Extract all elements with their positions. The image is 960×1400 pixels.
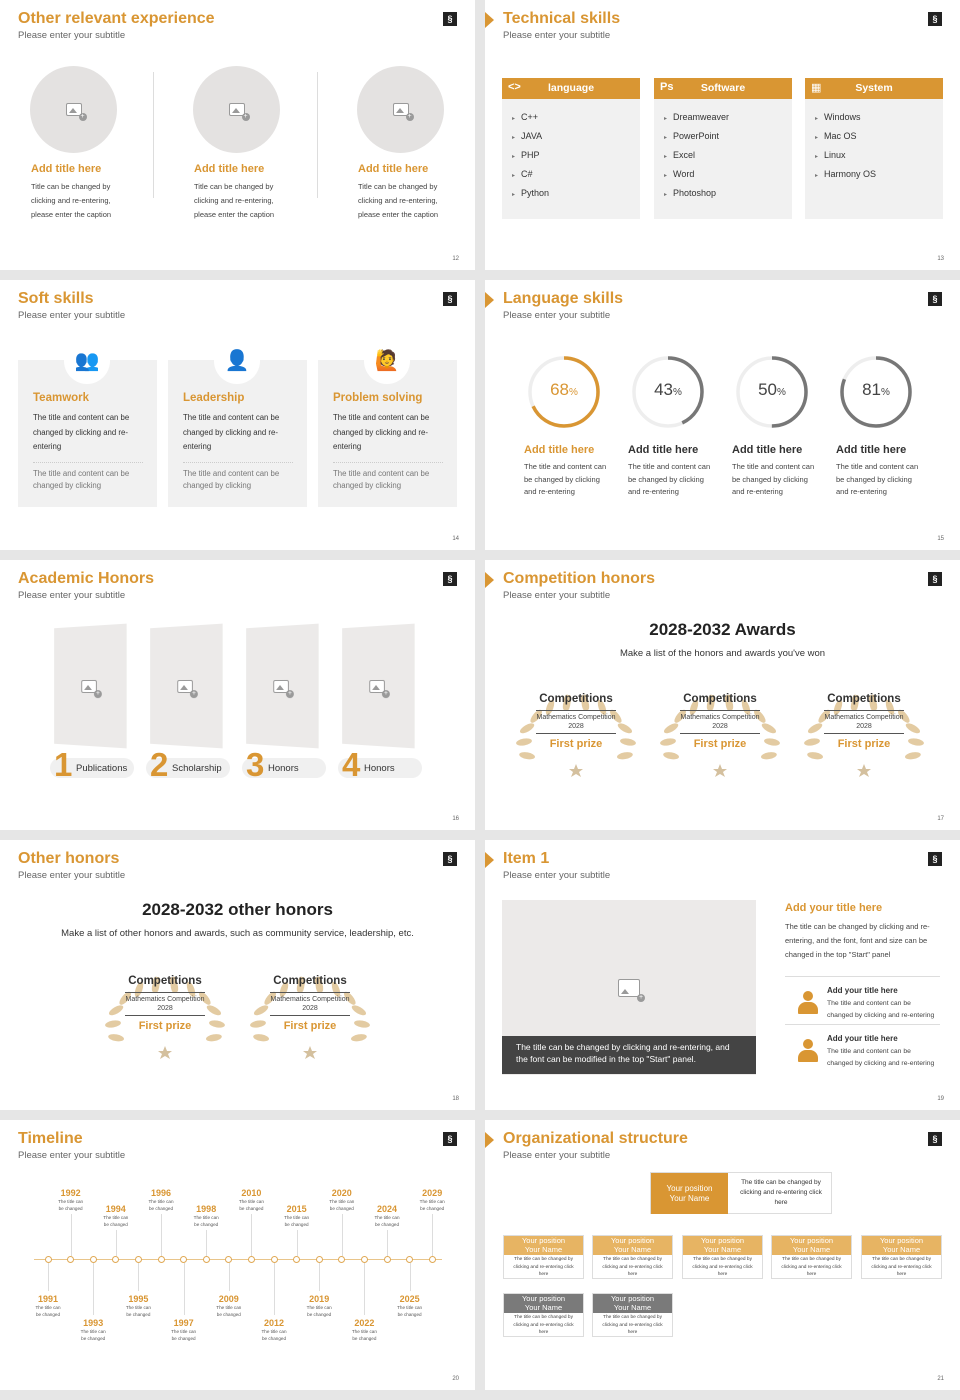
org-node-header: Your position Your Name xyxy=(772,1236,851,1255)
timeline-stem xyxy=(229,1263,230,1291)
skill-column xyxy=(654,78,792,219)
award-category: Competitions xyxy=(827,693,901,705)
org-node-desc: The title can be changed by clicking and re-entering click here xyxy=(692,1257,753,1277)
ring-title: Add title here xyxy=(732,444,803,456)
timeline-text: The title can be changed xyxy=(329,1199,355,1211)
slide-subtitle: Please enter your subtitle xyxy=(18,590,126,601)
timeline-text: The title can be changed xyxy=(35,1305,61,1317)
award-category: Competitions xyxy=(683,693,757,705)
divider xyxy=(824,710,904,711)
card-text-secondary: The title and content can be changed by clicking xyxy=(183,469,280,490)
picture-icon xyxy=(618,979,640,997)
timeline-text: The title can be changed xyxy=(306,1305,332,1317)
award-laurel xyxy=(511,686,641,781)
award-name: Mathematics Competition 2028 xyxy=(270,996,350,1012)
honors-heading: 2028-2032 other honors xyxy=(142,900,333,919)
slide-subtitle: Please enter your subtitle xyxy=(503,590,611,601)
slide-subtitle: Please enter your subtitle xyxy=(503,30,611,41)
award-laurel xyxy=(100,968,230,1063)
timeline-stem xyxy=(297,1230,298,1256)
picture-icon xyxy=(369,679,385,692)
timeline-year: 2024 xyxy=(376,1204,398,1214)
skill-item: ▸ Word xyxy=(664,169,695,179)
org-node-desc: The title can be changed by clicking and re-entering click here xyxy=(781,1257,842,1277)
ring-value: 81 xyxy=(862,380,881,399)
picture-icon xyxy=(229,103,245,116)
skill-header: <> language xyxy=(502,78,640,99)
timeline-dot xyxy=(361,1256,368,1263)
honor-number: 3 xyxy=(246,746,265,783)
awards-caption: Make a list of the honors and awards you've won xyxy=(619,648,826,659)
arrow-icon xyxy=(485,852,494,868)
language-ring xyxy=(732,352,812,432)
slide-title: Other relevant experience xyxy=(18,10,215,27)
award-prize: First prize xyxy=(138,1020,192,1032)
honor-label: Scholarship xyxy=(172,763,222,774)
award-name: Mathematics Competition 2028 xyxy=(824,714,904,730)
page-number: 19 xyxy=(937,1096,944,1102)
timeline-dot xyxy=(203,1256,210,1263)
skill-column xyxy=(805,78,943,219)
timeline-text: The title can be changed xyxy=(216,1305,242,1317)
slide-subtitle: Please enter your subtitle xyxy=(18,870,126,881)
card-title: Leadership xyxy=(183,392,245,404)
ring-text: The title and content can be changed by clicking and re-entering xyxy=(524,462,607,496)
timeline-year: 2009 xyxy=(218,1294,239,1304)
slide-title: Soft skills xyxy=(18,290,94,307)
logo-icon: § xyxy=(928,852,942,866)
timeline-text: The title can be changed xyxy=(351,1329,377,1341)
page-number: 15 xyxy=(937,536,944,542)
slide-16 xyxy=(0,560,475,830)
timeline-text: The title can be changed xyxy=(397,1305,423,1317)
card-text-secondary: The title and content can be changed by clicking xyxy=(333,469,430,490)
timeline-dot xyxy=(429,1256,436,1263)
card-text: The title and content can be changed by clicking and re- entering xyxy=(33,413,130,451)
ps-icon: Ps xyxy=(660,81,674,93)
team-icon: 👥 xyxy=(64,338,110,384)
slide-20 xyxy=(0,1120,475,1390)
slide-title: Language skills xyxy=(503,290,624,307)
slide-title: Organizational structure xyxy=(503,1130,688,1147)
org-node[interactable] xyxy=(503,1293,584,1337)
timeline-stem xyxy=(432,1214,433,1256)
skill-item: ▸ Harmony OS xyxy=(815,169,877,179)
slide-subtitle: Please enter your subtitle xyxy=(18,310,126,321)
honor-number: 2 xyxy=(150,746,169,783)
timeline-text: The title can be changed xyxy=(80,1329,106,1341)
org-node[interactable] xyxy=(682,1235,763,1279)
honor-image-placeholder[interactable] xyxy=(54,624,126,749)
divider xyxy=(536,733,616,734)
timeline-stem xyxy=(161,1214,162,1256)
slide-18 xyxy=(0,840,475,1110)
item-text: Title can be changed by clicking and re-entering, please enter the caption xyxy=(358,182,439,219)
ring-percent: % xyxy=(673,387,682,398)
skill-card xyxy=(168,350,307,507)
person-icon xyxy=(797,991,819,1015)
timeline-dot xyxy=(158,1256,165,1263)
slide-19 xyxy=(485,840,960,1110)
arrow-icon xyxy=(485,1132,494,1148)
timeline-stem xyxy=(319,1263,320,1291)
timeline-dot xyxy=(293,1256,300,1263)
slide-title: Academic Honors xyxy=(18,570,155,587)
award-laurel xyxy=(799,686,929,781)
honor-label: Honors xyxy=(364,763,395,774)
timeline-text: The title can be changed xyxy=(419,1199,445,1211)
skill-item: ▸ Mac OS xyxy=(815,131,857,141)
timeline-stem xyxy=(387,1230,388,1256)
org-node[interactable] xyxy=(771,1235,852,1279)
divider xyxy=(785,976,940,977)
org-node-desc: The title can be changed by clicking and re-entering click here xyxy=(602,1257,663,1277)
picture-icon xyxy=(81,679,97,692)
timeline-dot xyxy=(45,1256,52,1263)
org-node-desc: The title can be changed by clicking and re-entering click here xyxy=(513,1315,574,1335)
timeline-year: 2022 xyxy=(354,1318,375,1328)
divider xyxy=(824,733,904,734)
org-node[interactable] xyxy=(861,1235,942,1279)
divider xyxy=(153,72,154,198)
slide-subtitle: Please enter your subtitle xyxy=(503,1150,611,1161)
ring-title: Add title here xyxy=(628,444,699,456)
arrow-icon xyxy=(485,572,494,588)
timeline-text: The title can be changed xyxy=(148,1199,174,1211)
timeline-dot xyxy=(271,1256,278,1263)
circle-image-placeholder[interactable] xyxy=(357,66,444,153)
award-name: Mathematics Competition 2028 xyxy=(125,996,205,1012)
divider xyxy=(33,462,143,463)
timeline-year: 1994 xyxy=(105,1204,126,1214)
org-top xyxy=(650,1172,832,1214)
card-text: The title and content can be changed by clicking and re- entering xyxy=(183,413,280,451)
ring-percent: % xyxy=(569,387,578,398)
logo-icon: § xyxy=(928,12,942,26)
timeline-dot xyxy=(180,1256,187,1263)
timeline-text: The title can be changed xyxy=(58,1199,84,1211)
ring-text: The title and content can be changed by clicking and re-entering xyxy=(836,462,919,496)
skill-card xyxy=(318,350,457,507)
award-laurel xyxy=(245,968,375,1063)
awards-heading: 2028-2032 Awards xyxy=(649,620,796,639)
logo-icon: § xyxy=(928,572,942,586)
org-node-desc: The title can be changed by clicking and re-entering click here xyxy=(513,1257,574,1277)
logo-icon: § xyxy=(443,572,457,586)
sub-title: Add your title here xyxy=(827,1034,898,1043)
timeline-stem xyxy=(251,1214,252,1256)
divider xyxy=(785,1024,940,1025)
divider xyxy=(183,462,293,463)
page-number: 18 xyxy=(452,1096,459,1102)
honor-label: Honors xyxy=(268,763,299,774)
skill-item: ▸ Excel xyxy=(664,150,696,160)
skill-header: ▦ System xyxy=(805,78,943,99)
timeline-dot xyxy=(338,1256,345,1263)
timeline-year: 2015 xyxy=(286,1204,307,1214)
award-name: Mathematics Competition 2028 xyxy=(536,714,616,730)
image-caption: The title can be changed by clicking and re-entering, and the font can be modified in the top "Start" panel. xyxy=(502,1036,756,1074)
award-prize: First prize xyxy=(837,738,891,750)
slide-14 xyxy=(0,280,475,550)
ring-value: 43 xyxy=(654,380,673,399)
org-node-desc: The title can be changed by clicking and re-entering click here xyxy=(871,1257,932,1277)
timeline-text: The title can be changed xyxy=(171,1329,197,1341)
page-number: 12 xyxy=(452,256,459,262)
timeline-stem xyxy=(274,1263,275,1315)
slide-13 xyxy=(485,0,960,270)
person-icon xyxy=(797,1039,819,1063)
picture-icon xyxy=(273,679,289,692)
slide-title: Other honors xyxy=(18,850,120,867)
logo-icon: § xyxy=(443,12,457,26)
slide-title: Item 1 xyxy=(503,850,550,867)
timeline-year: 1996 xyxy=(150,1188,172,1198)
org-node-desc: The title can be changed by clicking and re-entering click here xyxy=(602,1315,663,1335)
skill-item: ▸ C++ xyxy=(512,112,539,122)
language-ring xyxy=(628,352,708,432)
logo-icon: § xyxy=(928,292,942,306)
org-node-header: Your position Your Name xyxy=(862,1236,941,1255)
ring-title: Add title here xyxy=(836,444,907,456)
honor-image-placeholder[interactable] xyxy=(246,624,318,749)
language-ring xyxy=(836,352,916,432)
timeline-stem xyxy=(342,1214,343,1256)
ring-percent: % xyxy=(881,387,890,398)
page-number: 13 xyxy=(937,256,944,262)
picture-icon xyxy=(177,679,193,692)
timeline-dot xyxy=(67,1256,74,1263)
skill-item: ▸ Dreamweaver xyxy=(664,112,730,122)
timeline-stem xyxy=(206,1230,207,1256)
award-prize: First prize xyxy=(549,738,603,750)
page-number: 20 xyxy=(452,1376,459,1382)
timeline-stem xyxy=(93,1263,94,1315)
slide-title: Competition honors xyxy=(503,570,655,587)
sub-text: The title and content can be changed by clicking and re-entering xyxy=(827,1048,935,1067)
skill-item: ▸ Windows xyxy=(815,112,861,122)
speaker-icon: 👤 xyxy=(214,338,260,384)
slide-subtitle: Please enter your subtitle xyxy=(18,1150,126,1161)
award-prize: First prize xyxy=(693,738,747,750)
ring-text: The title and content can be changed by clicking and re-entering xyxy=(628,462,711,496)
award-name: Mathematics Competition 2028 xyxy=(680,714,760,730)
skill-item: ▸ Linux xyxy=(815,150,846,160)
org-node[interactable] xyxy=(503,1235,584,1279)
ring-value: 68 xyxy=(550,380,569,399)
item-text: Title can be changed by clicking and re-entering, please enter the caption xyxy=(194,182,275,219)
sub-text: The title and content can be changed by clicking and re-entering xyxy=(827,1000,935,1019)
timeline-dot xyxy=(90,1256,97,1263)
skill-item: ▸ C# xyxy=(512,169,533,179)
slide-title: Technical skills xyxy=(503,10,621,27)
timeline-text: The title can be changed xyxy=(374,1215,400,1227)
skill-item: ▸ PHP xyxy=(512,150,540,160)
org-node-header: Your position Your Name xyxy=(593,1236,672,1255)
timeline-year: 2010 xyxy=(241,1188,262,1198)
ring-title: Add title here xyxy=(524,444,595,456)
page-number: 14 xyxy=(452,536,459,542)
honor-label: Publications xyxy=(76,763,128,774)
page-number: 21 xyxy=(937,1376,944,1382)
honor-image-placeholder[interactable] xyxy=(342,624,414,749)
card-text: The title and content can be changed by clicking and re- entering xyxy=(333,413,430,451)
logo-icon: § xyxy=(443,852,457,866)
timeline-dot xyxy=(384,1256,391,1263)
timeline-text: The title can be changed xyxy=(284,1215,310,1227)
circle-image-placeholder[interactable] xyxy=(30,66,117,153)
slide-12 xyxy=(0,0,475,270)
skill-card xyxy=(18,350,157,507)
timeline-year: 2012 xyxy=(263,1318,285,1328)
honor-image-placeholder[interactable] xyxy=(150,624,222,749)
arrow-icon xyxy=(485,292,494,308)
org-node-header: Your position Your Name xyxy=(504,1294,583,1313)
logo-icon: § xyxy=(443,1132,457,1146)
timeline-dot xyxy=(135,1256,142,1263)
item-title: Add title here xyxy=(31,163,102,175)
divider xyxy=(333,462,443,463)
timeline-year: 1993 xyxy=(83,1318,104,1328)
timeline-text: The title can be changed xyxy=(125,1305,151,1317)
timeline-dot xyxy=(112,1256,119,1263)
divider xyxy=(536,710,616,711)
timeline-year: 2025 xyxy=(399,1294,420,1304)
timeline-year: 1998 xyxy=(196,1204,217,1214)
slide-15 xyxy=(485,280,960,550)
logo-icon: § xyxy=(443,292,457,306)
award-prize: First prize xyxy=(283,1020,337,1032)
timeline-year: 2029 xyxy=(422,1188,443,1198)
page-number: 16 xyxy=(452,816,459,822)
award-laurel xyxy=(655,686,785,781)
ring-text: The title and content can be changed by clicking and re-entering xyxy=(732,462,815,496)
skill-item: ▸ Python xyxy=(512,188,550,198)
card-text-secondary: The title and content can be changed by clicking xyxy=(33,469,130,490)
honor-number: 4 xyxy=(342,746,361,783)
timeline-text: The title can be changed xyxy=(238,1199,264,1211)
skill-item: ▸ JAVA xyxy=(512,131,543,141)
timeline-year: 2020 xyxy=(331,1188,352,1198)
timeline-stem xyxy=(410,1263,411,1291)
divider xyxy=(270,1015,350,1016)
award-category: Competitions xyxy=(273,975,347,987)
divider xyxy=(125,1015,205,1016)
timeline-dot xyxy=(406,1256,413,1263)
skill-header: Ps Software xyxy=(654,78,792,99)
skill-item: ▸ PowerPoint xyxy=(664,131,720,141)
timeline-dot xyxy=(225,1256,232,1263)
slide-subtitle: Please enter your subtitle xyxy=(503,310,611,321)
org-top-position-box[interactable]: Your position Your Name xyxy=(651,1173,728,1214)
timeline-text: The title can be changed xyxy=(193,1215,219,1227)
timeline-stem xyxy=(48,1263,49,1291)
logo-icon: § xyxy=(928,1132,942,1146)
org-node[interactable] xyxy=(592,1235,673,1279)
item-title: Add title here xyxy=(194,163,265,175)
timeline-stem xyxy=(184,1263,185,1315)
skill-column xyxy=(502,78,640,219)
timeline-dot xyxy=(316,1256,323,1263)
item-text: Title can be changed by clicking and re-entering, please enter the caption xyxy=(31,182,112,219)
code-icon: <> xyxy=(508,81,521,93)
timeline-year: 2019 xyxy=(309,1294,330,1304)
timeline-text: The title can be changed xyxy=(103,1215,129,1227)
timeline-stem xyxy=(116,1230,117,1256)
honor-number: 1 xyxy=(54,746,73,783)
divider xyxy=(125,992,205,993)
timeline-year: 1992 xyxy=(60,1188,81,1198)
card-title: Problem solving xyxy=(333,392,423,404)
org-node-header: Your position Your Name xyxy=(683,1236,762,1255)
picture-icon xyxy=(66,103,82,116)
slide-title: Timeline xyxy=(18,1130,83,1147)
org-node[interactable] xyxy=(592,1293,673,1337)
org-top-desc: The title can be changed by clicking and re-entering click here xyxy=(740,1179,822,1206)
timeline-year: 1995 xyxy=(128,1294,149,1304)
main-text: The title can be changed by clicking and re- entering, and the font, font and size can be changed in the top "Start" panel xyxy=(785,922,930,959)
org-node-header: Your position Your Name xyxy=(504,1236,583,1255)
divider xyxy=(680,733,760,734)
timeline-dot xyxy=(248,1256,255,1263)
timeline-stem xyxy=(71,1214,72,1256)
timeline-year: 1991 xyxy=(37,1294,59,1304)
card-title: Teamwork xyxy=(33,392,90,404)
slide-subtitle: Please enter your subtitle xyxy=(18,30,126,41)
circle-image-placeholder[interactable] xyxy=(193,66,280,153)
award-category: Competitions xyxy=(539,693,613,705)
org-node-header: Your position Your Name xyxy=(593,1294,672,1313)
honors-caption: Make a list of other honors and awards, such as community service, leadership, etc. xyxy=(61,928,414,939)
timeline-text: The title can be changed xyxy=(261,1329,287,1341)
timeline-year: 1997 xyxy=(173,1318,194,1328)
divider xyxy=(680,710,760,711)
slide-subtitle: Please enter your subtitle xyxy=(503,870,611,881)
timeline-stem xyxy=(138,1263,139,1291)
arrow-icon xyxy=(485,12,494,28)
page-number: 17 xyxy=(937,816,944,822)
question-person-icon: 🙋 xyxy=(364,338,410,384)
item-title: Add title here xyxy=(358,163,429,175)
main-title: Add your title here xyxy=(785,902,883,914)
slide-21 xyxy=(485,1120,960,1390)
ring-value: 50 xyxy=(758,380,777,399)
windows-icon: ▦ xyxy=(811,82,822,94)
slide-17 xyxy=(485,560,960,830)
skill-item: ▸ Photoshop xyxy=(664,188,717,198)
divider xyxy=(317,72,318,198)
sub-title: Add your title here xyxy=(827,986,898,995)
picture-icon xyxy=(393,103,409,116)
timeline-stem xyxy=(364,1263,365,1315)
award-category: Competitions xyxy=(128,975,202,987)
divider xyxy=(270,992,350,993)
ring-percent: % xyxy=(777,387,786,398)
language-ring xyxy=(524,352,604,432)
